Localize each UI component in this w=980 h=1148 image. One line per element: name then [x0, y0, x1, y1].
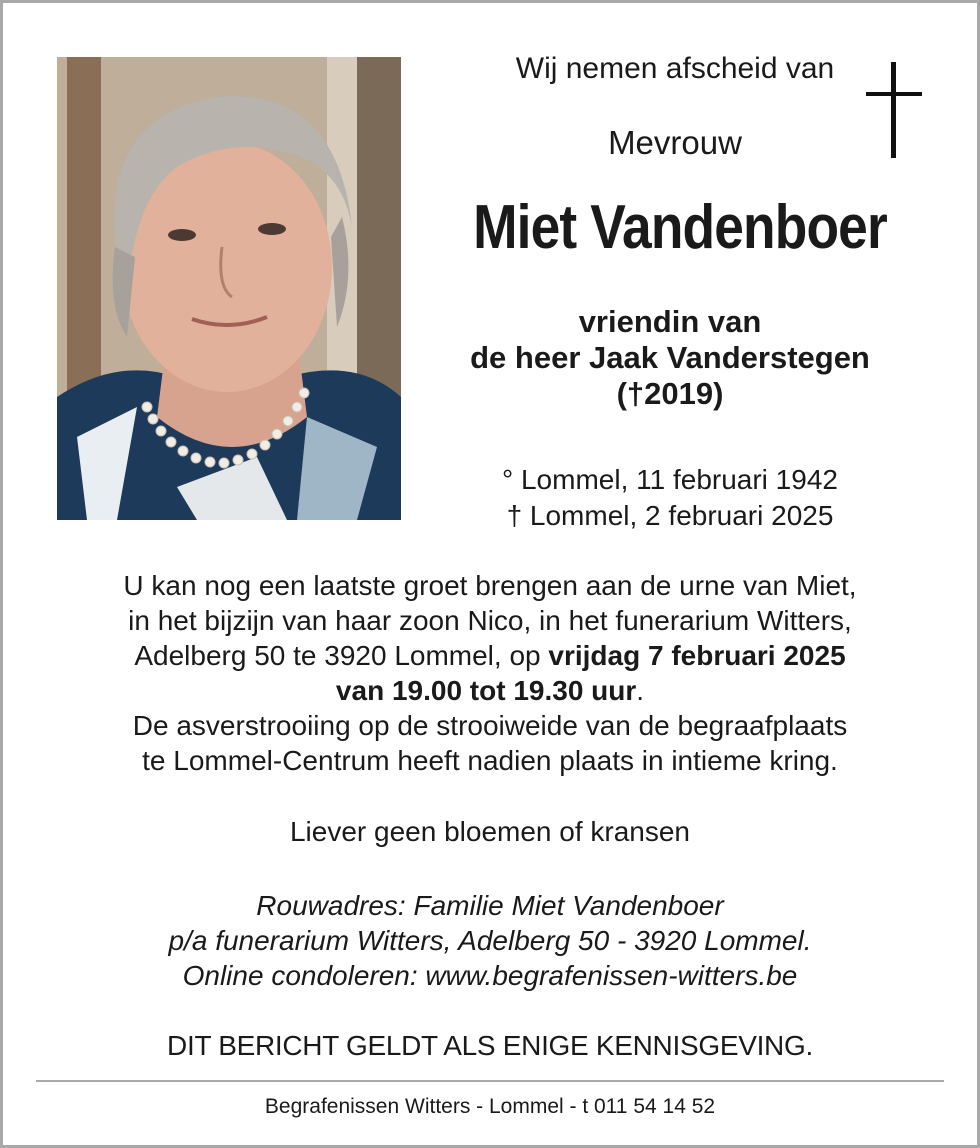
- body-line: U kan nog een laatste groet brengen aan de urne van Miet,: [123, 570, 857, 601]
- relation-line: de heer Jaak Vanderstegen: [470, 340, 870, 375]
- footer-text: Begrafenissen Witters - Lommel - t 011 54 14 52: [264, 1095, 716, 1118]
- death-date: † Lommel, 2 februari 2025: [506, 500, 834, 531]
- address-line: p/a funerarium Witters, Adelberg 50 - 3920 Lommel.: [168, 925, 812, 956]
- portrait-illustration: [57, 57, 401, 520]
- body-line: te Lommel-Centrum heeft nadien plaats in intieme kring.: [142, 745, 838, 776]
- dates-block: [470, 462, 870, 534]
- body-line: [40, 673, 940, 708]
- body-line: De asverstrooiing op de strooiweide van de begraafplaats: [132, 710, 848, 741]
- title-prefix: Mevrouw: [608, 124, 742, 161]
- relation-block: [410, 304, 930, 412]
- body-line: in het bijzijn van haar zoon Nico, in het funerarium Witters,: [128, 605, 852, 636]
- ceremony-time: van 19.00 tot 19.30 uur: [335, 675, 637, 706]
- portrait-photo: [57, 57, 401, 520]
- body-text-segment: .: [636, 675, 645, 706]
- cross-icon: [866, 62, 922, 158]
- body-line: [40, 638, 940, 673]
- relation-line: (†2019): [616, 376, 724, 411]
- condolence-link[interactable]: Online condoleren: www.begrafenissen-witters.be: [182, 960, 798, 991]
- flowers-note: Liever geen bloemen of kransen: [289, 816, 691, 847]
- body-text-segment: Adelberg 50 te 3920 Lommel, op: [134, 640, 549, 671]
- ceremony-text: [40, 568, 940, 778]
- relation-line: vriendin van: [578, 304, 762, 339]
- address-line: Rouwadres: Familie Miet Vandenboer: [256, 890, 724, 921]
- birth-date: ° Lommel, 11 februari 1942: [502, 464, 838, 495]
- address-block: [40, 888, 940, 993]
- deceased-name: Miet Vandenboer: [473, 193, 887, 262]
- notice-text: DIT BERICHT GELDT ALS ENIGE KENNISGEVING.: [167, 1030, 813, 1061]
- footer-divider: [36, 1080, 944, 1082]
- intro-text: Wij nemen afscheid van: [515, 52, 835, 85]
- ceremony-date: vrijdag 7 februari 2025: [548, 640, 846, 671]
